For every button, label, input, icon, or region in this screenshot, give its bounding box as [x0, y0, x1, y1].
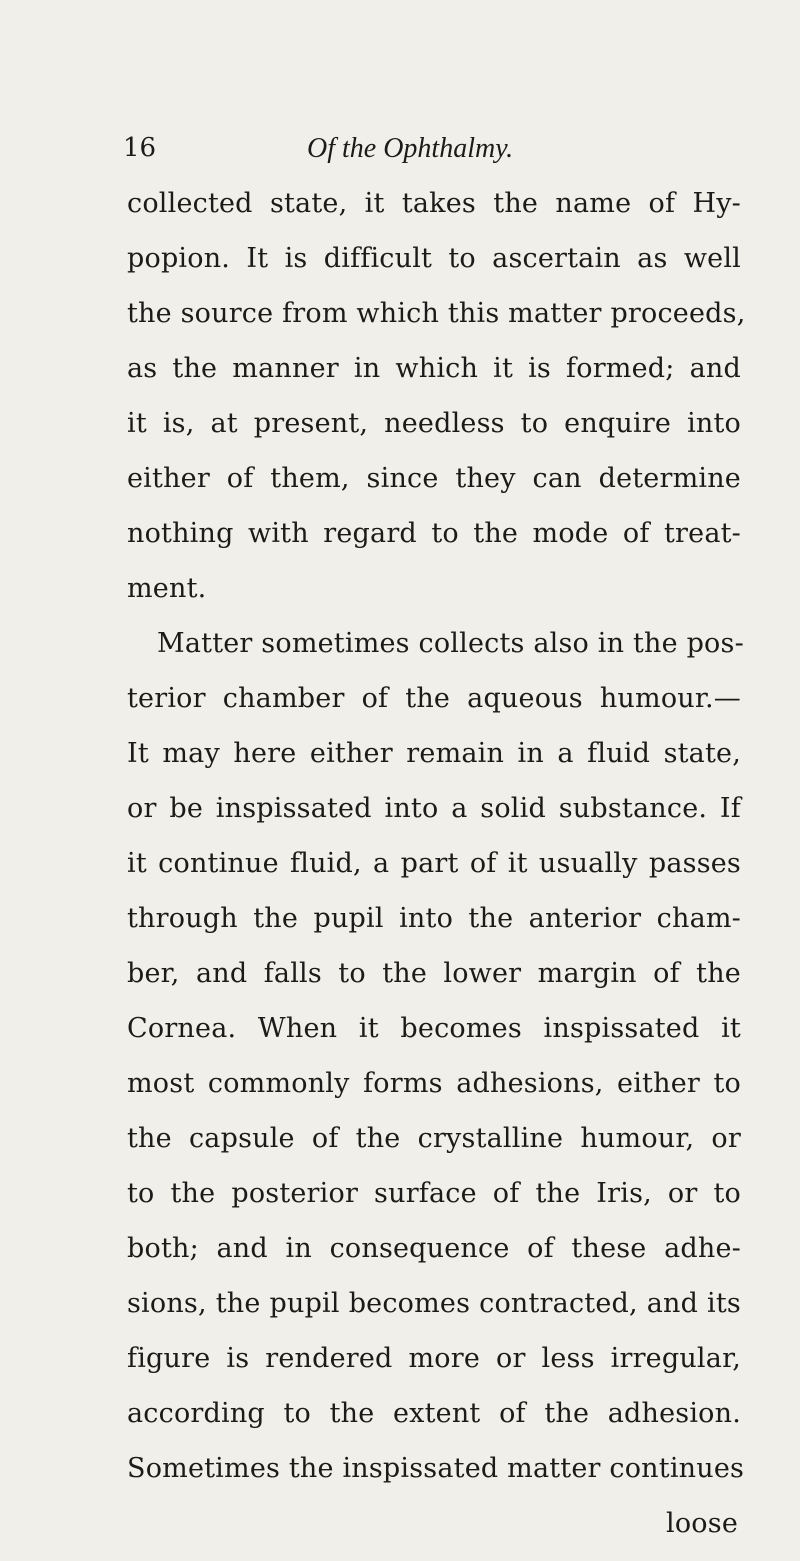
text-line: either of them, since they can determine — [127, 463, 741, 494]
text-line: terior chamber of the aqueous humour.— — [127, 683, 741, 714]
text-line: Cornea. When it becomes inspissated it — [127, 1013, 741, 1044]
text-line: the source from which this matter proceeds, — [127, 298, 746, 329]
text-line: figure is rendered more or less irregular, — [127, 1343, 741, 1374]
text-line: according to the extent of the adhesion. — [127, 1398, 741, 1429]
text-line: Matter sometimes collects also in the pos- — [157, 628, 744, 659]
text-line: it continue fluid, a part of it usually passes — [127, 848, 741, 879]
text-line: collected state, it takes the name of Hy- — [127, 188, 741, 219]
text-line: as the manner in which it is formed; and — [127, 353, 741, 384]
text-line: popion. It is difficult to ascertain as well — [127, 243, 741, 274]
text-line: or be inspissated into a solid substance. If — [127, 793, 741, 824]
running-head — [123, 133, 743, 173]
text-line: nothing with regard to the mode of treat- — [127, 518, 741, 549]
text-line: the capsule of the crystalline humour, or — [127, 1123, 741, 1154]
body-text — [127, 186, 746, 1561]
text-line: through the pupil into the anterior cham- — [127, 903, 741, 934]
running-title: Of the Ophthalmy. — [307, 133, 514, 164]
text-line: Sometimes the inspissated matter continues — [127, 1453, 745, 1484]
text-line: to the posterior surface of the Iris, or to — [127, 1178, 741, 1209]
text-line: most commonly forms adhesions, either to — [127, 1068, 741, 1099]
page-number: 16 — [123, 133, 157, 163]
catchword: loose — [666, 1508, 738, 1539]
text-line: ment. — [127, 573, 207, 604]
text-line: both; and in consequence of these adhe- — [127, 1233, 741, 1264]
text-line: sions, the pupil becomes contracted, and its — [127, 1288, 741, 1319]
text-line: ber, and falls to the lower margin of the — [127, 958, 741, 989]
text-line: it is, at present, needless to enquire into — [127, 408, 741, 439]
text-line: It may here either remain in a fluid state, — [127, 738, 741, 769]
